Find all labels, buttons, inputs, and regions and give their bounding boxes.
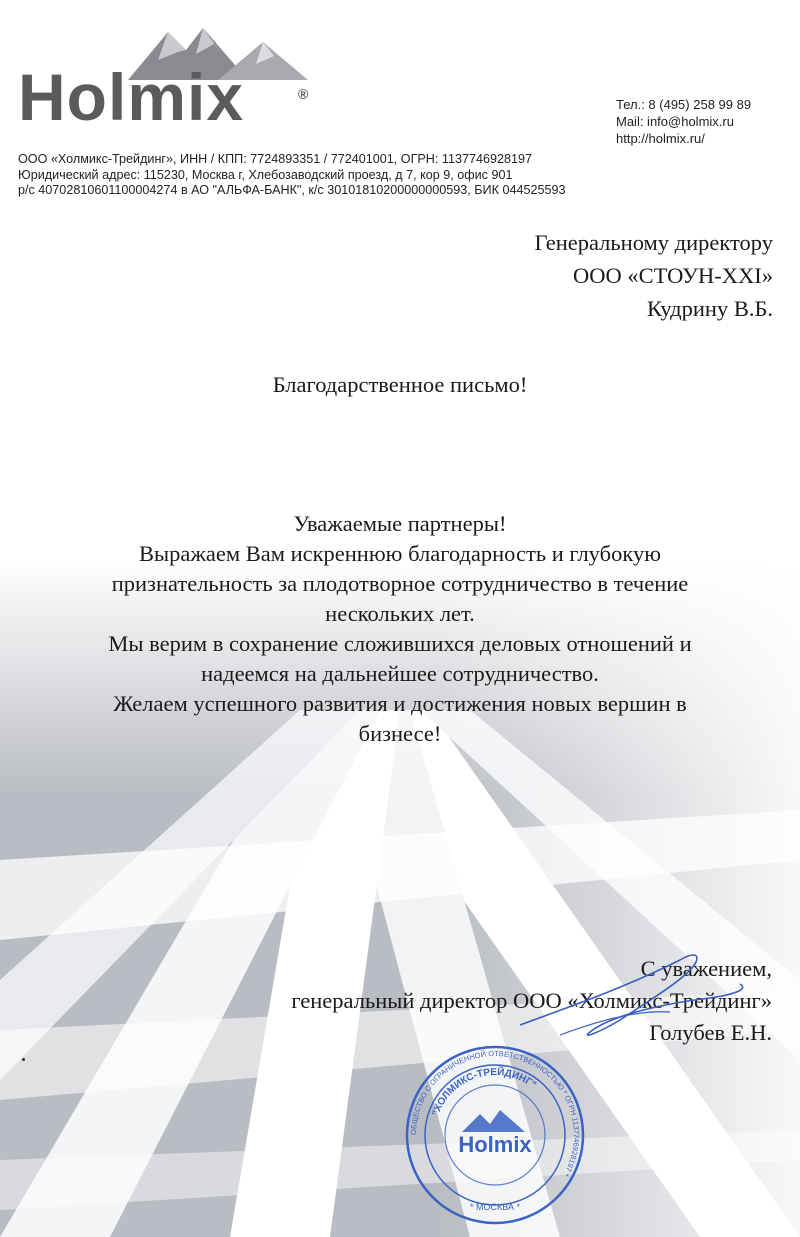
addressee-block xyxy=(534,226,773,325)
requisites-line: р/с 40702810601100004274 в АО "АЛЬФА-БАНК", к/с 30101810200000000593, БИК 044525593 xyxy=(18,183,566,197)
body-line: Желаем успешного развития и достижения новых вершин в xyxy=(113,691,687,716)
holmix-logo: Holmix xyxy=(18,60,245,134)
registered-mark: ® xyxy=(298,86,309,102)
phone: Тел.: 8 (495) 258 99 89 xyxy=(616,97,752,112)
body-line: Уважаемые партнеры! xyxy=(293,511,507,536)
addressee-line: Кудрину В.Б. xyxy=(647,296,773,321)
stamp-inner-ring: "ХОЛМИКС-ТРЕЙДИНГ" xyxy=(430,1066,538,1118)
email: Mail: info@holmix.ru xyxy=(616,114,734,129)
company-requisites xyxy=(18,152,565,199)
body-line: признательность за плодотворное сотрудничество в течение xyxy=(111,571,689,596)
stamp-outer-ring: ОБЩЕСТВО С ОГРАНИЧЕННОЙ ОТВЕТСТВЕННОСТЬЮ * ОГРН 1137746928197 * xyxy=(408,1048,582,1179)
letter-title: Благодарственное письмо! xyxy=(272,372,528,397)
closing-line: генеральный директор ООО «Холмикс-Трейдинг» xyxy=(291,988,772,1013)
letter-body xyxy=(20,509,780,749)
closing-line: Голубев Е.Н. xyxy=(649,1020,772,1045)
body-line: нескольких лет. xyxy=(325,601,475,626)
addressee-line: ООО «СТОУН-XXI» xyxy=(573,263,773,288)
body-line: надеемся на дальнейшее сотрудничество. xyxy=(201,661,599,686)
stray-dot xyxy=(22,1058,25,1061)
stamp-logo: Holmix xyxy=(458,1132,532,1157)
addressee-line: Генеральному директору xyxy=(534,230,773,255)
stamp-city: * МОСКВА * xyxy=(470,1202,520,1212)
closing-line: С уважением, xyxy=(640,956,772,981)
website: http://holmix.ru/ xyxy=(616,131,705,146)
body-line: Выражаем Вам искреннюю благодарность и глубокую xyxy=(138,541,662,566)
body-line: Мы верим в сохранение сложившихся деловых отношений и xyxy=(108,631,692,656)
requisites-line: Юридический адрес: 115230, Москва г, Хлебозаводский проезд, д 7, кор 9, офис 901 xyxy=(18,167,513,182)
company-stamp xyxy=(400,1040,590,1230)
body-line: бизнесе! xyxy=(358,721,442,746)
contacts-block xyxy=(616,96,751,147)
handwritten-signature xyxy=(500,940,760,1050)
requisites-line: ООО «Холмикс-Трейдинг», ИНН / КПП: 7724893351 / 772401001, ОГРН: 1137746928197 xyxy=(18,152,532,166)
